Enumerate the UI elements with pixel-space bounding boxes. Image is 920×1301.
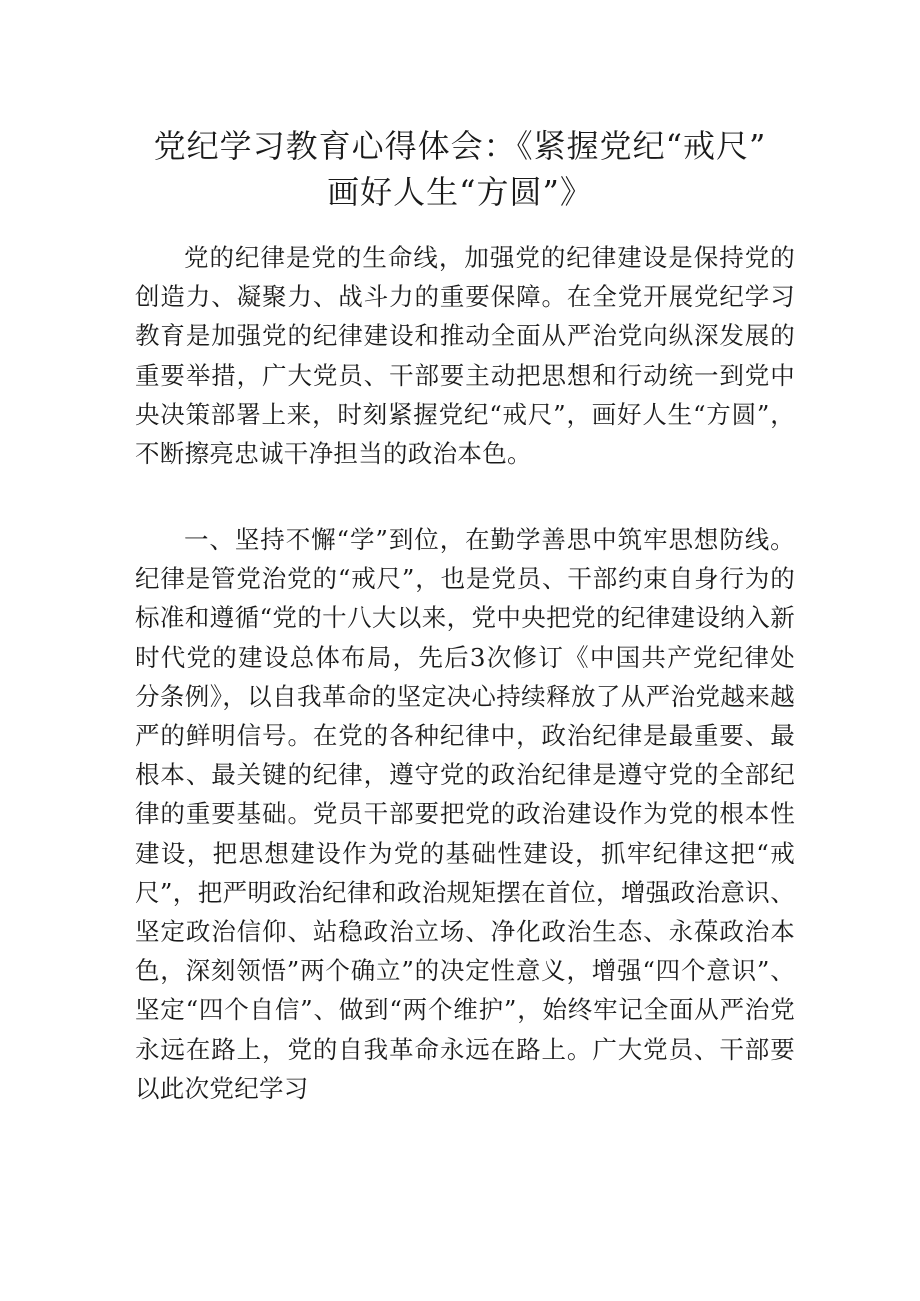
paragraph-intro: 党的纪律是党的生命线，加强党的纪律建设是保持党的创造力、凝聚力、战斗力的重要保障。在全党开展党纪学习教育是加强党的纪律建设和推动全面从严治党向纵深发展的重要举措，广大党员、干部要主动把思想和行动统一到党中央决策部署上来，时刻紧握党纪“戒尺”，画好人生“方圆”，不断擦亮忠诚干净担当的政治本色。 <box>135 243 795 469</box>
document-title-line-1: 党纪学习教育心得体会：《紧握党纪“戒尺” <box>153 127 767 165</box>
paragraph-section-1: 一、坚持不懈“学”到位，在勤学善思中筑牢思想防线。纪律是管党治党的“戒尺”，也是党员、干部约束自身行为的标准和遵循“党的十八大以来，党中央把党的纪律建设纳入新时代党的建设总体布局，先后3次修订《中国共产党纪律处分条例》，以自我革命的坚定决心持续释放了从严治党越来越严的鲜明信号。在党的各种纪律中，政治纪律是最重要、最根本、最关键的纪律，遵守党的政治纪律是遵守党的全部纪律的重要基础。党员干部要把党的政治建设作为党的根本性建设，把思想建设作为党的基础性建设，抓牢纪律这把“戒尺”，把严明政治纪律和政治规矩摆在首位，增强政治意识、坚定政治信仰、站稳政治立场、净化政治生态、永葆政治本色，深刻领悟”两个确立”的决定性意义，增强“四个意识”、坚定“四个自信”、做到“两个维护”，始终牢记全面从严治党永远在路上，党的自我革命永远在路上。广大党员、干部要以此次党纪学习 <box>135 525 795 1103</box>
document-title-line-2: 画好人生“方圆”》 <box>327 173 593 211</box>
